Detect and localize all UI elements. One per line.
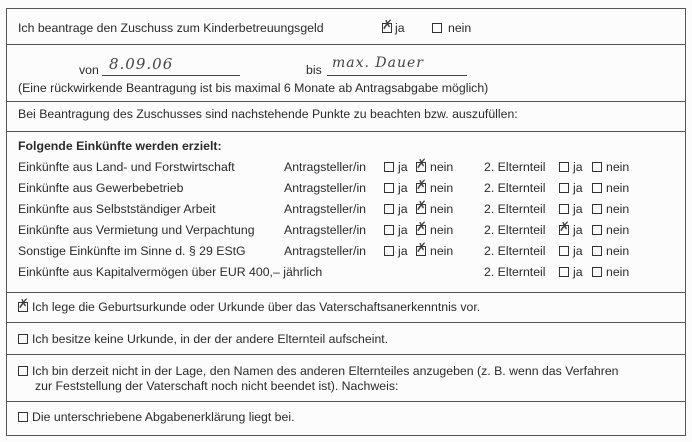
parent-nein-label: nein [606, 181, 630, 195]
parent-ja-option[interactable] [559, 202, 583, 216]
divider [7, 292, 685, 293]
parent-nein-option[interactable] [592, 160, 629, 174]
no-document-text: Ich besitze keine Urkunde, in der der andere Elternteil aufscheint. [32, 332, 389, 346]
divider [7, 131, 685, 132]
applicant-ja-option[interactable] [384, 244, 408, 258]
application-form [6, 8, 686, 436]
applicant-ja-checkbox[interactable] [384, 246, 394, 256]
income-row-label: Einkünfte aus Gewerbebetrieb [18, 181, 184, 195]
applicant-ja-label: ja [398, 223, 408, 237]
instructions-note: Bei Beantragung des Zuschusses sind nachstehende Punkte zu beachten bzw. auszufüllen: [18, 107, 518, 121]
bis-field[interactable]: max. Dauer [332, 55, 424, 71]
parent-nein-option[interactable] [592, 265, 629, 279]
applicant-ja-label: ja [398, 202, 408, 216]
parent-label: 2. Elternteil [484, 160, 546, 174]
no-document-checkbox[interactable] [18, 334, 28, 344]
parent-ja-label: ja [573, 160, 583, 174]
birth-certificate-checkbox[interactable] [18, 302, 28, 312]
parent-nein-checkbox[interactable] [592, 162, 602, 172]
grant-question: Ich beantrage den Zuschuss zum Kinderbetreuungsgeld [18, 21, 324, 35]
parent-ja-checkbox[interactable] [559, 225, 569, 235]
grant-ja-checkbox[interactable] [382, 23, 392, 33]
parent-ja-option[interactable] [559, 160, 583, 174]
retroactive-note: (Eine rückwirkende Beantragung ist bis maximal 6 Monate ab Antragsabgabe möglich) [18, 81, 489, 95]
applicant-nein-option[interactable] [416, 244, 453, 258]
applicant-label: Antragsteller/in [284, 223, 367, 237]
applicant-ja-option[interactable] [384, 181, 408, 195]
cannot-name-option[interactable] [18, 364, 619, 378]
parent-ja-checkbox[interactable] [559, 267, 569, 277]
parent-ja-option[interactable] [559, 223, 583, 237]
applicant-ja-label: ja [398, 181, 408, 195]
parent-nein-checkbox[interactable] [592, 225, 602, 235]
parent-label: 2. Elternteil [484, 265, 546, 279]
applicant-nein-option[interactable] [416, 181, 453, 195]
grant-nein-option[interactable] [432, 21, 471, 35]
von-label: von [79, 63, 99, 77]
applicant-label: Antragsteller/in [284, 244, 367, 258]
applicant-label: Antragsteller/in [284, 202, 367, 216]
no-document-option[interactable] [18, 332, 388, 346]
parent-nein-label: nein [606, 265, 630, 279]
parent-label: 2. Elternteil [484, 244, 546, 258]
parent-nein-option[interactable] [592, 181, 629, 195]
applicant-label: Antragsteller/in [284, 181, 367, 195]
von-underline [102, 75, 240, 76]
parent-nein-option[interactable] [592, 223, 629, 237]
parent-ja-checkbox[interactable] [559, 246, 569, 256]
parent-ja-checkbox[interactable] [559, 183, 569, 193]
grant-nein-label: nein [448, 21, 472, 35]
parent-ja-label: ja [573, 265, 583, 279]
applicant-ja-checkbox[interactable] [384, 225, 394, 235]
applicant-ja-checkbox[interactable] [384, 183, 394, 193]
applicant-nein-label: nein [430, 244, 454, 258]
cannot-name-text-line2: zur Feststellung der Vaterschaft noch nicht beendet ist). Nachweis: [35, 379, 399, 393]
divider [7, 101, 685, 102]
income-row-label: Einkünfte aus Kapitalvermögen über EUR 400,– jährlich [18, 265, 323, 279]
parent-ja-option[interactable] [559, 181, 583, 195]
parent-nein-label: nein [606, 244, 630, 258]
applicant-nein-checkbox[interactable] [416, 246, 426, 256]
applicant-nein-checkbox[interactable] [416, 204, 426, 214]
parent-nein-checkbox[interactable] [592, 183, 602, 193]
von-field[interactable]: 8.09.06 [109, 55, 174, 73]
income-row-label: Sonstige Einkünfte im Sinne d. § 29 EStG [18, 244, 246, 258]
parent-ja-label: ja [573, 202, 583, 216]
parent-nein-checkbox[interactable] [592, 267, 602, 277]
birth-certificate-option[interactable] [18, 300, 480, 314]
parent-ja-checkbox[interactable] [559, 162, 569, 172]
cannot-name-checkbox[interactable] [18, 366, 28, 376]
applicant-nein-checkbox[interactable] [416, 162, 426, 172]
income-title: Folgende Einkünfte werden erzielt: [18, 139, 222, 153]
applicant-ja-label: ja [398, 244, 408, 258]
applicant-nein-label: nein [430, 160, 454, 174]
parent-nein-checkbox[interactable] [592, 246, 602, 256]
grant-nein-checkbox[interactable] [432, 23, 442, 33]
applicant-ja-label: ja [398, 160, 408, 174]
applicant-nein-option[interactable] [416, 160, 453, 174]
income-row-label: Einkünfte aus Land- und Forstwirtschaft [18, 160, 235, 174]
waiver-option[interactable] [18, 410, 295, 424]
divider [7, 354, 685, 355]
parent-ja-label: ja [573, 181, 583, 195]
parent-nein-checkbox[interactable] [592, 204, 602, 214]
divider [7, 322, 685, 323]
waiver-text: Die unterschriebene Abgabenerklärung liegt bei. [32, 410, 295, 424]
parent-label: 2. Elternteil [484, 181, 546, 195]
applicant-ja-checkbox[interactable] [384, 204, 394, 214]
income-row-label: Einkünfte aus Vermietung und Verpachtung [18, 223, 255, 237]
bis-underline [327, 75, 467, 76]
divider [7, 401, 685, 402]
applicant-nein-option[interactable] [416, 223, 453, 237]
parent-label: 2. Elternteil [484, 202, 546, 216]
parent-ja-label: ja [573, 223, 583, 237]
parent-nein-label: nein [606, 223, 630, 237]
divider [7, 44, 685, 45]
waiver-checkbox[interactable] [18, 412, 28, 422]
parent-ja-checkbox[interactable] [559, 204, 569, 214]
parent-nein-option[interactable] [592, 202, 629, 216]
applicant-nein-checkbox[interactable] [416, 183, 426, 193]
grant-ja-option[interactable] [382, 21, 405, 35]
applicant-label: Antragsteller/in [284, 160, 367, 174]
bis-label: bis [306, 63, 322, 77]
applicant-ja-option[interactable] [384, 160, 408, 174]
applicant-nein-label: nein [430, 223, 454, 237]
applicant-nein-label: nein [430, 202, 454, 216]
birth-certificate-text: Ich lege die Geburtsurkunde oder Urkunde über das Vaterschaftsanerkenntnis vor. [32, 300, 481, 314]
cannot-name-text-line1: Ich bin derzeit nicht in der Lage, den Namen des anderen Elternteiles anzugeben (z. B. wenn das Verfahren [32, 364, 619, 378]
parent-ja-option[interactable] [559, 244, 583, 258]
income-row-label: Einkünfte aus Selbstständiger Arbeit [18, 202, 216, 216]
parent-ja-option[interactable] [559, 265, 583, 279]
applicant-nein-label: nein [430, 181, 454, 195]
parent-ja-label: ja [573, 244, 583, 258]
applicant-ja-option[interactable] [384, 202, 408, 216]
parent-nein-label: nein [606, 160, 630, 174]
applicant-nein-checkbox[interactable] [416, 225, 426, 235]
applicant-ja-option[interactable] [384, 223, 408, 237]
applicant-ja-checkbox[interactable] [384, 162, 394, 172]
parent-label: 2. Elternteil [484, 223, 546, 237]
parent-nein-option[interactable] [592, 244, 629, 258]
parent-nein-label: nein [606, 202, 630, 216]
applicant-nein-option[interactable] [416, 202, 453, 216]
grant-ja-label: ja [395, 21, 405, 35]
